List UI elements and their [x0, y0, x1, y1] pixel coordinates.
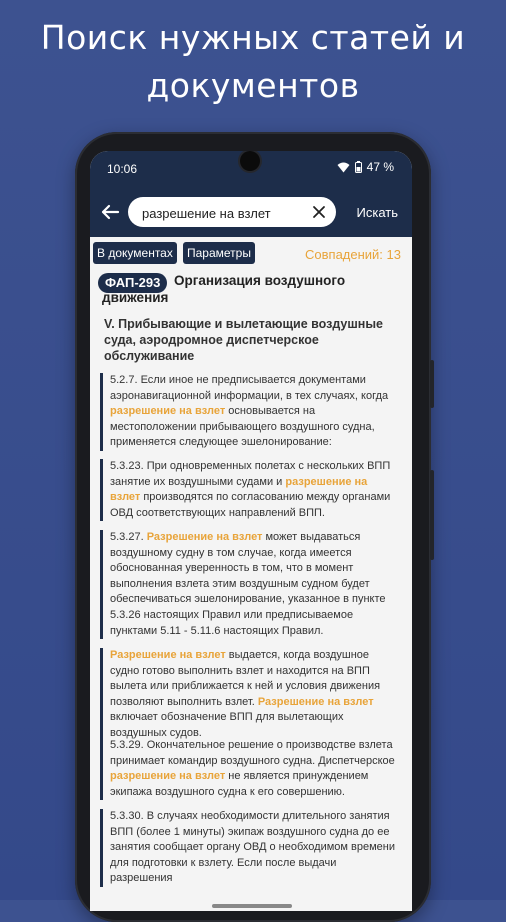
- result-paragraph[interactable]: [100, 809, 400, 887]
- highlight-match: Разрешение на взлет: [110, 649, 226, 661]
- highlight-match: Разрешение на взлет: [257, 695, 374, 708]
- paragraph-text: может выдаваться воздушному судну в том случае, когда имеется обоснованная уверенность в том, что в момент выполнения взлета этим воздушным судном будет обеспечиваться эшелонирование, указанное в пункте 5.3.26 настоящих Правил или предписываемое пунктами 5.11 - 5.11.6 настоящих Правил.: [110, 531, 386, 637]
- search-field[interactable]: [128, 197, 336, 227]
- phone-side-button: [430, 360, 434, 408]
- home-indicator[interactable]: [212, 904, 292, 908]
- paragraph-text: 5.3.29. Окончательное решение о производстве взлета принимает командир воздушного судна. Диспетчерское: [110, 739, 395, 767]
- highlight-match: Разрешение на взлет: [146, 531, 263, 543]
- status-icons: [337, 160, 394, 174]
- search-button[interactable]: Искать: [356, 205, 398, 220]
- paragraph-text: основывается на местоположении прибывающего воздушного судна, применяется следующее эшелонирование:: [110, 405, 375, 449]
- search-input[interactable]: [140, 197, 304, 229]
- promo-line-1: Поиск нужных статей и: [40, 18, 466, 57]
- battery-icon: [355, 161, 362, 173]
- result-paragraph[interactable]: [100, 648, 400, 742]
- back-arrow-icon[interactable]: [99, 201, 121, 223]
- result-paragraph[interactable]: [100, 459, 400, 521]
- highlight-match: разрешение на взлет: [110, 770, 226, 783]
- results-list: [90, 237, 412, 911]
- in-documents-button[interactable]: В документах: [93, 242, 177, 264]
- search-bar: [90, 193, 412, 233]
- matches-count: Совпадений: 13: [305, 247, 401, 262]
- promo-line-2: документов: [146, 66, 360, 105]
- result-paragraph[interactable]: [100, 373, 400, 451]
- paragraph-text: 5.3.30. В случаях необходимости длительного занятия ВПП (более 1 минуты) экипаж воздушного судна до ее занятия сообщает органу ОВД о необходимом времени для подготовки к взлету. Если после выдачи разрешения: [110, 810, 395, 885]
- front-camera: [240, 151, 260, 171]
- promo-headline: [0, 14, 506, 110]
- app-screen: [90, 151, 412, 911]
- highlight-match: разрешение на взлет: [110, 475, 368, 504]
- highlight-match: разрешение на взлет: [110, 405, 226, 418]
- paragraph-text: включает обозначение ВПП для вылетающих воздушных судов.: [110, 711, 344, 739]
- paragraph-text: 5.3.27.: [110, 531, 147, 543]
- document-badge[interactable]: ФАП-293: [98, 273, 167, 293]
- paragraph-text: выдается, когда воздушное судно готово выполнить взлет и находится на ВПП вылета или приближается к ней и условия движения позволяют выполнить взлет.: [110, 649, 381, 708]
- paragraph-text: производятся по согласованию между органами ОВД соответствующих направлений ВПП.: [110, 491, 391, 519]
- battery-percent: 47 %: [366, 160, 394, 174]
- paragraph-text: не является принуждением экипажа воздушного судна к его совершению.: [110, 770, 369, 798]
- parameters-button[interactable]: Параметры: [183, 242, 255, 264]
- result-paragraph[interactable]: [100, 738, 400, 800]
- wifi-icon: [337, 162, 350, 173]
- section-title: V. Прибывающие и вылетающие воздушные суда, аэродромное диспетчерское обслуживание: [104, 317, 383, 363]
- phone-volume-button: [430, 470, 434, 560]
- close-icon[interactable]: [311, 204, 327, 220]
- result-paragraph[interactable]: [100, 530, 400, 639]
- paragraph-text: 5.2.7. Если иное не предписывается документами аэронавигационной информации, в тех случаях, когда: [110, 374, 389, 402]
- document-title-line-1[interactable]: Организация воздушного: [174, 273, 346, 288]
- status-bar: [90, 151, 412, 187]
- status-time: 10:06: [107, 162, 138, 176]
- document-title-line-2[interactable]: движения: [102, 290, 169, 305]
- paragraph-text: 5.3.23. При одновременных полетах с нескольких ВПП занятие их воздушными судами и: [110, 460, 391, 488]
- app-header: [90, 151, 412, 237]
